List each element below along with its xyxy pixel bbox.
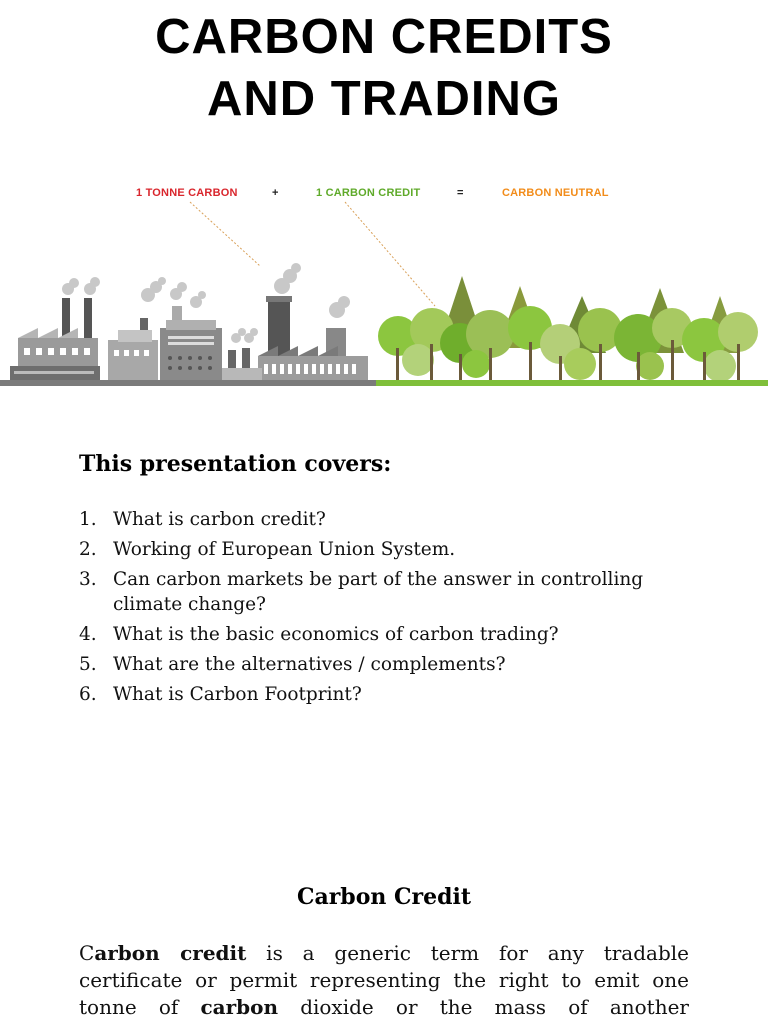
para-text-1: is a generic term for any tradable certificate or permit representing the right to emit one tonne of xyxy=(79,941,689,1019)
list-item xyxy=(79,622,699,647)
list-item-number: 1. xyxy=(79,509,97,530)
forest-group xyxy=(376,276,768,386)
covers-heading: This presentation covers: xyxy=(79,451,392,477)
list-item xyxy=(79,507,699,532)
list-item xyxy=(79,537,699,562)
title-line-2: AND TRADING xyxy=(207,72,561,126)
page-title xyxy=(0,6,768,130)
equation-plus: + xyxy=(272,187,279,199)
list-item-number: 2. xyxy=(79,539,97,560)
factory-group xyxy=(0,263,376,386)
contents-list xyxy=(79,507,699,712)
list-item-number: 4. xyxy=(79,624,97,645)
leader-line-credit xyxy=(345,202,435,306)
carbon-credit-paragraph xyxy=(79,940,689,1021)
factory-forest-illustration xyxy=(0,168,768,403)
list-item-number: 5. xyxy=(79,654,97,675)
equation-result-neutral: CARBON NEUTRAL xyxy=(502,187,609,199)
list-item-text: What is Carbon Footprint? xyxy=(113,684,362,705)
list-item-text: What are the alternatives / complements? xyxy=(113,654,506,675)
list-item-text: Can carbon markets be part of the answer in controlling climate change? xyxy=(113,569,644,615)
section-heading: Carbon Credit xyxy=(296,884,472,910)
list-item-number: 3. xyxy=(79,569,97,590)
list-item-number: 6. xyxy=(79,684,97,705)
equation-term-carbon: 1 TONNE CARBON xyxy=(136,187,238,199)
list-item xyxy=(79,652,699,677)
title-line-1: CARBON CREDITS xyxy=(155,10,613,64)
list-item-text: What is the basic economics of carbon trading? xyxy=(113,624,559,645)
list-item-text: What is carbon credit? xyxy=(113,509,326,530)
para-text-2: dioxide or the mass of another xyxy=(278,995,689,1019)
list-item xyxy=(79,567,699,617)
leader-line-carbon xyxy=(190,202,260,266)
para-initial: C xyxy=(79,941,95,965)
para-bold-term: arbon credit xyxy=(94,941,247,965)
list-item xyxy=(79,682,699,707)
para-bold-carbon: carbon xyxy=(200,995,279,1019)
equation-equals: = xyxy=(457,187,464,199)
equation-term-credit: 1 CARBON CREDIT xyxy=(316,187,421,199)
list-item-text: Working of European Union System. xyxy=(113,539,456,560)
